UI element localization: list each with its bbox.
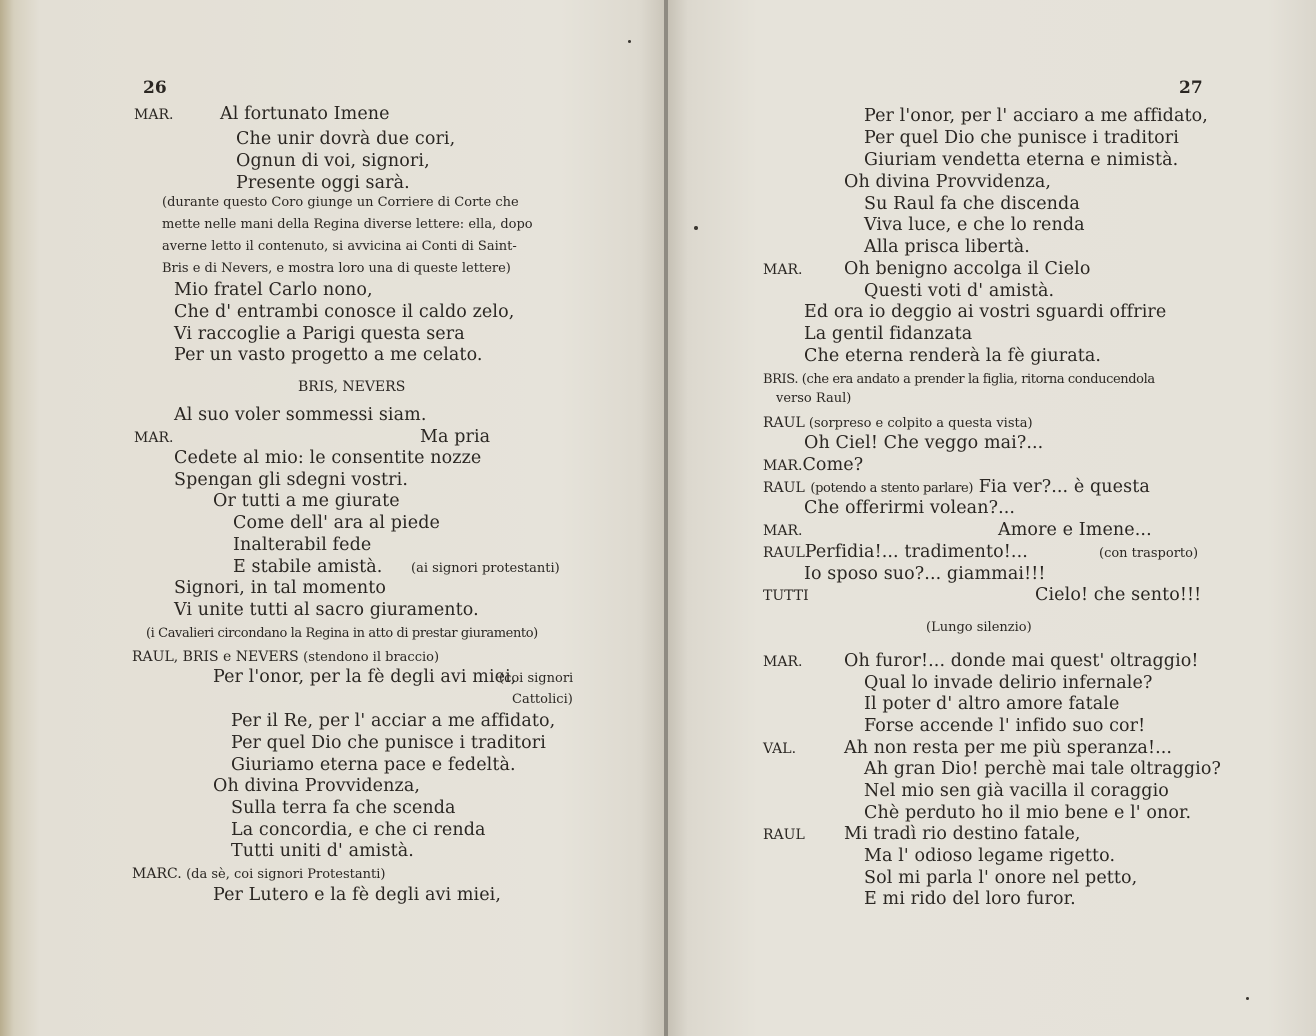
text-line: Forse accende l' infido suo cor!	[864, 716, 1146, 736]
text-line: Ed ora io deggio ai vostri sguardi offrire	[804, 302, 1167, 322]
text-line: Sulla terra fa che scenda	[231, 798, 456, 818]
text-line: Come dell' ara al piede	[233, 513, 440, 533]
stage-direction: (durante questo Coro giunge un Corriere di Corte che	[162, 195, 519, 210]
text-line: Il poter d' altro amore fatale	[864, 694, 1120, 714]
text-line: Vi unite tutti al sacro giuramento.	[174, 600, 479, 620]
text-line: Ognun di voi, signori,	[236, 151, 430, 171]
text-line	[763, 824, 1081, 845]
text-line	[763, 651, 1199, 672]
text-line: Per un vasto progetto a me celato.	[174, 345, 483, 365]
speaker-label: RAUL	[763, 545, 805, 561]
text-line	[763, 413, 1033, 434]
text-line	[763, 520, 1152, 541]
stage-direction: Bris e di Nevers, e mostra loro una di queste lettere)	[162, 261, 511, 276]
text-line: Chè perduto ho il mio bene e l' onor.	[864, 803, 1192, 823]
speaker-label: MAR.	[134, 430, 174, 446]
stage-direction: (ai signori protestanti)	[411, 561, 560, 576]
stage-direction: (da sè, coi signori Protestanti)	[186, 867, 386, 882]
verse-text: Mi tradì rio destino fatale,	[844, 824, 1081, 844]
text-line: Ah gran Dio! perchè mai tale oltraggio?	[864, 759, 1221, 779]
text-line: Per Lutero e la fè degli avi miei,	[213, 885, 502, 905]
text-line: Giuriam vendetta eterna e nimistà.	[864, 150, 1179, 170]
verse-text: Come?	[802, 455, 864, 475]
stage-direction: averne letto il contenuto, si avvicina ai Conti di Saint-	[162, 239, 517, 254]
text-line: Alla prisca libertà.	[864, 237, 1030, 257]
verse-text: Oh furor!... donde mai quest' oltraggio!	[844, 651, 1199, 671]
text-line: E mi rido del loro furor.	[864, 889, 1076, 909]
speaker-label: RAUL	[763, 415, 805, 431]
stage-direction: mette nelle mani della Regina diverse lettere: ella, dopo	[162, 217, 533, 232]
text-line: Che d' entrambi conosce il caldo zelo,	[174, 302, 515, 322]
text-line	[763, 738, 1173, 759]
page-number: 26	[143, 78, 167, 98]
verse-text: Ah non resta per me più speranza!...	[844, 738, 1173, 758]
text-line: Inalterabil fede	[233, 535, 372, 555]
verse-text: Cielo! che sento!!!	[1035, 585, 1202, 605]
stage-direction: Cattolici)	[512, 692, 573, 707]
speaker-heading: BRIS, NEVERS	[298, 379, 406, 395]
text-line: Mio fratel Carlo nono,	[174, 280, 373, 300]
text-line: Cedete al mio: le consentite nozze	[174, 448, 482, 468]
speaker-label: VAL.	[763, 741, 797, 757]
text-line: Io sposo suo?... giammai!!!	[804, 564, 1046, 584]
stage-direction: (i Cavalieri circondano la Regina in atto di prestar giuramento)	[146, 626, 538, 641]
verse-text: Amore e Imene...	[998, 520, 1152, 540]
speaker-label: RAUL	[763, 480, 805, 496]
text-line	[763, 370, 1155, 390]
text-line: Per quel Dio che punisce i traditori	[864, 128, 1179, 148]
verse-text: Ma pria	[420, 427, 491, 447]
text-line: Per l'onor, per l' acciaro a me affidato,	[864, 106, 1208, 126]
text-line	[213, 667, 574, 687]
text-line: Signori, in tal momento	[174, 578, 386, 598]
text-line: Vi raccoglie a Parigi questa sera	[174, 324, 465, 344]
text-line	[132, 864, 385, 885]
stage-direction: (potendo a stento parlare)	[810, 481, 974, 496]
text-line: Oh divina Provvidenza,	[844, 172, 1052, 192]
text-line: Tutti uniti d' amistà.	[231, 841, 414, 861]
text-line	[763, 542, 1199, 563]
stage-direction: (sorpreso e colpito a questa vista)	[808, 416, 1033, 431]
text-line: Presente oggi sarà.	[236, 173, 410, 193]
stage-direction: (Lungo silenzio)	[926, 620, 1032, 635]
speaker-label: MAR.	[763, 654, 803, 670]
text-line: Che offerirmi volean?...	[804, 498, 1016, 518]
right-page	[668, 0, 1316, 1036]
text-line	[134, 427, 491, 448]
stage-direction: (stendono il braccio)	[303, 650, 440, 665]
text-line	[132, 647, 439, 668]
text-line: Oh Ciel! Che veggo mai?...	[804, 433, 1044, 453]
text-line: Qual lo invade delirio infernale?	[864, 673, 1153, 693]
text-line: La concordia, e che ci renda	[231, 820, 486, 840]
stage-direction: verso Raul)	[776, 391, 852, 406]
verse-text: Oh benigno accolga il Cielo	[844, 259, 1091, 279]
text-line: Che unir dovrà due cori,	[236, 129, 456, 149]
speaker-label: BRIS.	[763, 372, 799, 387]
stage-direction: (con trasporto)	[1099, 546, 1199, 561]
text-line: Che eterna renderà la fè giurata.	[804, 346, 1102, 366]
verse-text: Al fortunato Imene	[220, 104, 390, 124]
text-line: Ma l' odioso legame rigetto.	[864, 846, 1116, 866]
speaker-label: MAR.	[763, 458, 803, 474]
verse-text: Perfidia!... tradimento!...	[804, 542, 1028, 562]
page-number: 27	[1179, 78, 1203, 98]
ink-spot	[628, 40, 631, 43]
speaker-label: RAUL	[763, 827, 805, 843]
text-line: Or tutti a me giurate	[213, 491, 400, 511]
text-line: Per il Re, per l' acciar a me affidato,	[231, 711, 556, 731]
speaker-label: TUTTI	[763, 588, 809, 604]
text-line	[763, 259, 1091, 280]
text-line	[763, 585, 1202, 606]
text-line: Al suo voler sommessi siam.	[174, 405, 427, 425]
text-line: La gentil fidanzata	[804, 324, 973, 344]
text-line	[233, 557, 560, 577]
stage-direction: (che era andato a prender la figlia, ritorna conducendola	[801, 372, 1155, 387]
text-line	[763, 477, 1150, 499]
text-line	[763, 455, 863, 476]
text-line: Questi voti d' amistà.	[864, 281, 1055, 301]
text-line: Giuriamo eterna pace e fedeltà.	[231, 755, 516, 775]
text-line: Per quel Dio che punisce i traditori	[231, 733, 546, 753]
verse-text: Fia ver?... è questa	[978, 477, 1150, 497]
text-line: Viva luce, e che lo renda	[864, 215, 1085, 235]
verse-text: E stabile amistà.	[233, 557, 383, 577]
text-line: Oh divina Provvidenza,	[213, 776, 421, 796]
text-line	[134, 104, 390, 125]
verse-text: Per l'onor, per la fè degli avi miei,	[213, 667, 517, 687]
text-line: Su Raul fa che discenda	[864, 194, 1080, 214]
speaker-label: MAR.	[134, 107, 174, 123]
text-line: Spengan gli sdegni vostri.	[174, 470, 408, 490]
speaker-label: RAUL, BRIS e NEVERS	[132, 649, 299, 665]
stage-direction: (coi signori	[499, 671, 574, 686]
ink-spot	[694, 226, 698, 230]
speaker-label: MARC.	[132, 866, 182, 882]
speaker-label: MAR.	[763, 523, 803, 539]
text-line: Sol mi parla l' onore nel petto,	[864, 868, 1138, 888]
speaker-label: MAR.	[763, 262, 803, 278]
text-line: Nel mio sen già vacilla il coraggio	[864, 781, 1169, 801]
ink-spot	[1246, 997, 1249, 1000]
